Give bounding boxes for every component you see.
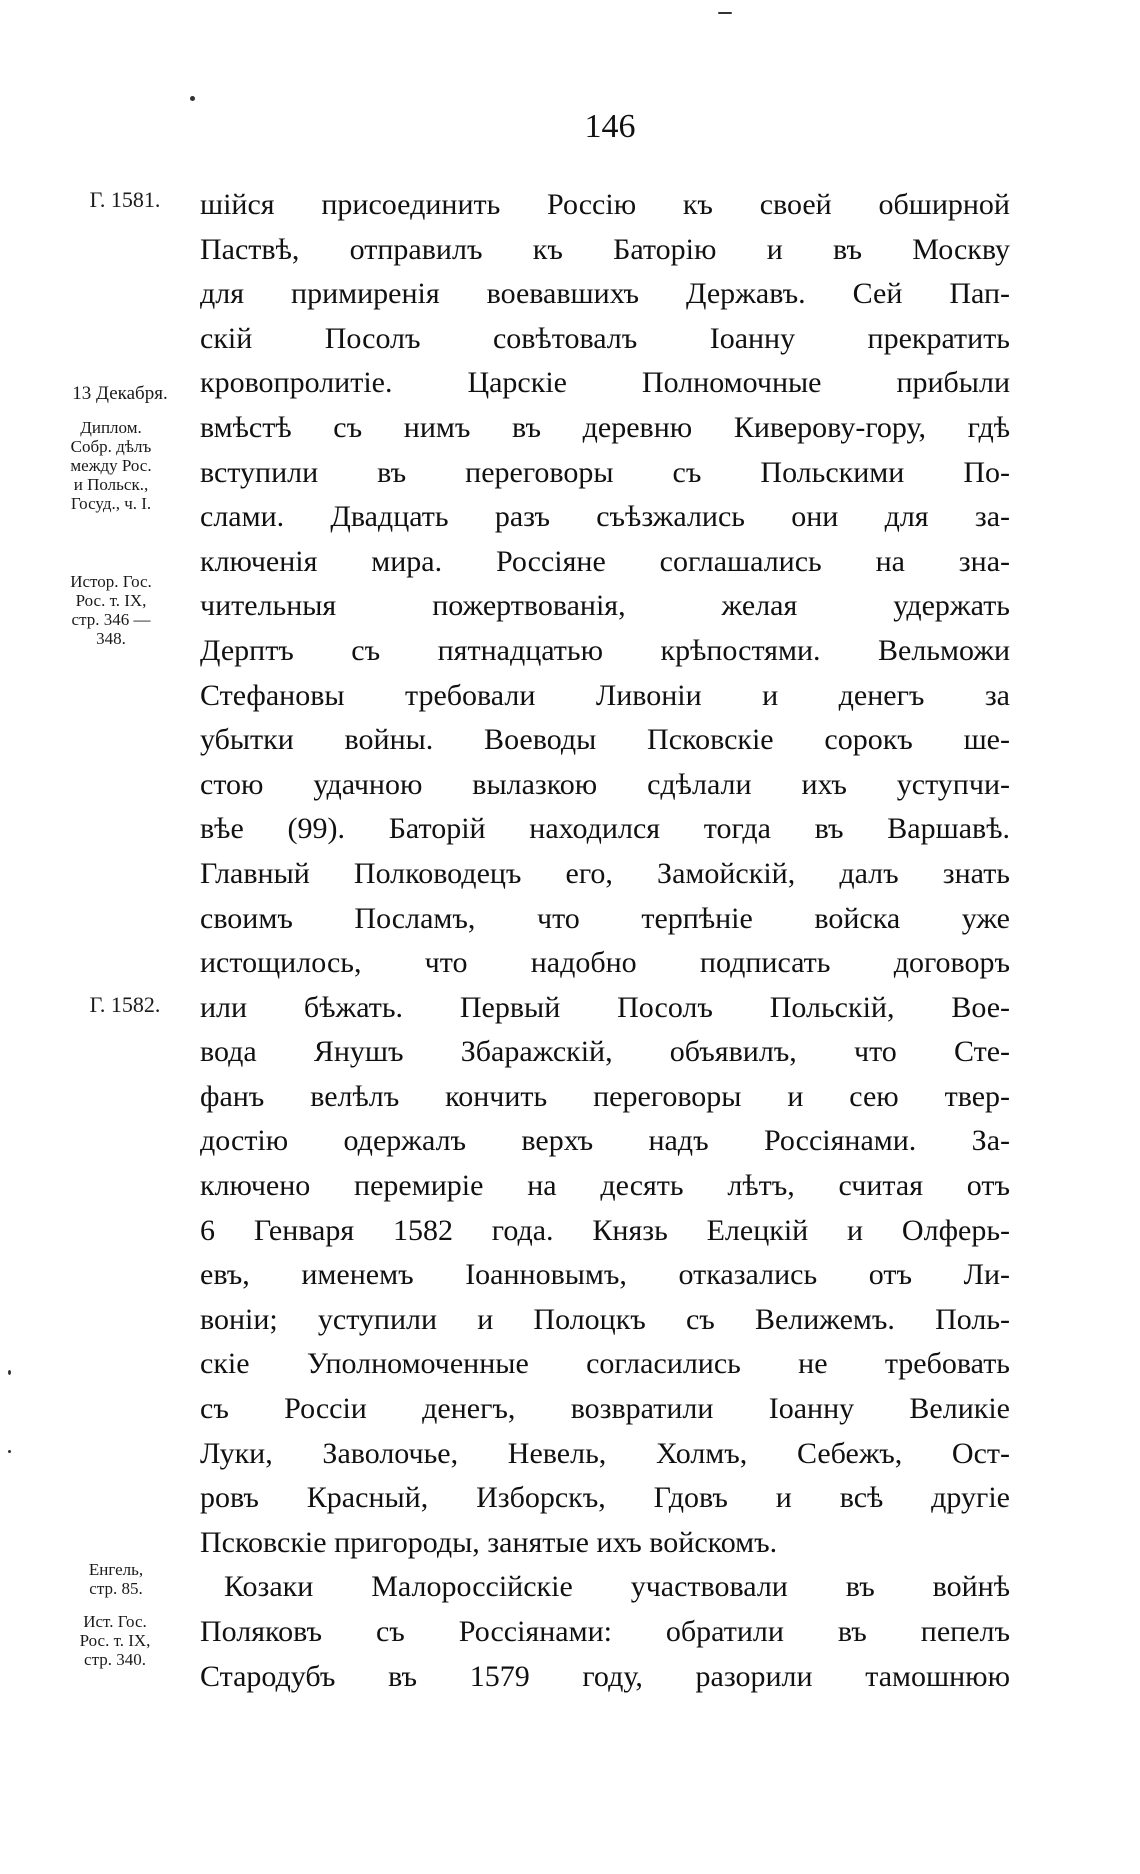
margin-note-line: между Рос. bbox=[70, 456, 152, 475]
text-line: кровопролитіе. Царскіе Полномочные прибыли bbox=[200, 366, 1010, 400]
margin-note-year-1582 bbox=[70, 992, 180, 1017]
scan-speck bbox=[190, 96, 195, 101]
margin-note-line: стр. 340. bbox=[84, 1650, 146, 1669]
margin-note-line: Собр. дѣлъ bbox=[70, 437, 152, 456]
text-line: своимъ Посламъ, что терпѣніе войска уже bbox=[200, 901, 1010, 935]
text-line: убытки войны. Воеводы Псковскіе сорокъ ше- bbox=[200, 723, 1010, 757]
text-line: фанъ велѣлъ кончить переговоры и сею твер- bbox=[200, 1079, 1010, 1113]
text-line: евъ, именемъ Іоанновымъ, отказались отъ Ли- bbox=[200, 1258, 1010, 1292]
margin-note-line: Рос. т. IX, bbox=[79, 1631, 151, 1650]
main-text bbox=[200, 183, 1010, 1699]
margin-note-source-engel bbox=[56, 1560, 176, 1598]
margin-note-line: Енгель, bbox=[88, 1560, 144, 1579]
page-number: 146 bbox=[584, 108, 636, 145]
scan-speck bbox=[8, 1370, 11, 1375]
text-line: Луки, Заволочье, Невель, Холмъ, Себежъ, Ост- bbox=[200, 1436, 1010, 1470]
text-line: Поляковъ съ Россіянами: обратили въ пепелъ bbox=[200, 1615, 1010, 1648]
text-line: для примиренія воевавшихъ Державъ. Сей Пап- bbox=[200, 277, 1010, 311]
text-line: ключено перемиріе на десять лѣтъ, считая отъ bbox=[200, 1169, 1010, 1203]
text-line: скій Посолъ совѣтовалъ Іоанну прекратить bbox=[200, 321, 1010, 355]
margin-note-date-13-december bbox=[40, 384, 200, 403]
text-line: или бѣжать. Первый Посолъ Польскій, Вое- bbox=[200, 990, 1010, 1024]
text-line: Паствѣ, отправилъ къ Баторію и въ Москву bbox=[200, 232, 1010, 266]
margin-note-line: Г. 1581. bbox=[89, 187, 161, 212]
text-line: ровъ Красный, Изборскъ, Гдовъ и всѣ другіе bbox=[200, 1481, 1010, 1515]
margin-note-line: 348. bbox=[96, 629, 126, 648]
margin-note-source-diplom bbox=[36, 418, 186, 513]
margin-note-line: Г. 1582. bbox=[89, 992, 161, 1017]
text-line: Стародубъ въ 1579 году, разорили тамошнюю bbox=[200, 1659, 1010, 1693]
text-line: Козаки Малороссійскіе участвовали въ войнѣ bbox=[224, 1570, 1010, 1604]
margin-note-line: стр. 85. bbox=[89, 1579, 143, 1598]
text-line: Стефановы требовали Ливоніи и денегъ за bbox=[200, 678, 1010, 712]
text-line: достію одержалъ верхъ надъ Россіянами. За- bbox=[200, 1124, 1010, 1158]
text-line: воніи; уступили и Полоцкъ съ Велижемъ. Поль- bbox=[200, 1302, 1010, 1336]
margin-note-year-1581 bbox=[70, 187, 180, 212]
margin-note-source-istor-340 bbox=[40, 1612, 190, 1669]
text-line: слами. Двадцать разъ съѣзжались они для за- bbox=[200, 500, 1010, 534]
text-line: 6 Генваря 1582 года. Князь Елецкій и Олферь- bbox=[200, 1213, 1010, 1247]
margin-note-line: стр. 346 — bbox=[71, 610, 151, 629]
text-line: ключенія мира. Россіяне соглашались на зна- bbox=[200, 544, 1010, 578]
margin-note-line: Истор. Гос. bbox=[70, 572, 152, 591]
text-line: истощилось, что надобно подписать договоръ bbox=[200, 946, 1010, 980]
margin-note-source-istor-346 bbox=[36, 572, 186, 648]
margin-note-line: 13 Декабря. bbox=[72, 383, 168, 404]
text-line: вмѣстѣ съ нимъ въ деревню Киверову-гору, гдѣ bbox=[200, 410, 1010, 444]
margin-note-line: и Польск., bbox=[73, 475, 149, 494]
text-line: скіе Уполномоченные согласились не требовать bbox=[200, 1347, 1010, 1381]
text-line: вода Янушъ Збаражскій, объявилъ, что Сте- bbox=[200, 1035, 1010, 1069]
text-line: вѣе (99). Баторій находился тогда въ Варшавѣ. bbox=[200, 812, 1010, 846]
margin-note-line: Госуд., ч. I. bbox=[70, 494, 152, 513]
text-line: Псковскіе пригороды, занятые ихъ войскомъ. bbox=[200, 1525, 778, 1559]
text-line: шійся присоединить Россію къ своей обширной bbox=[200, 188, 1010, 221]
margin-note-line: Ист. Гос. bbox=[83, 1612, 147, 1631]
text-line: чительныя пожертвованія, желая удержать bbox=[200, 589, 1010, 623]
margin-note-line: Рос. т. IX, bbox=[75, 591, 147, 610]
text-line: вступили въ переговоры съ Польскими По- bbox=[200, 455, 1010, 489]
scan-speck bbox=[8, 1450, 11, 1453]
text-line: Главный Полководецъ его, Замойскій, далъ знать bbox=[200, 856, 1010, 890]
text-line: Дерптъ съ пятнадцатью крѣпостями. Вельможи bbox=[200, 633, 1010, 667]
text-line: стою удачною вылазкою сдѣлали ихъ уступчи- bbox=[200, 767, 1010, 801]
scan-speck bbox=[718, 12, 732, 14]
margin-note-line: Диплом. bbox=[80, 418, 142, 437]
text-line: съ Россіи денегъ, возвратили Іоанну Великіе bbox=[200, 1392, 1010, 1426]
